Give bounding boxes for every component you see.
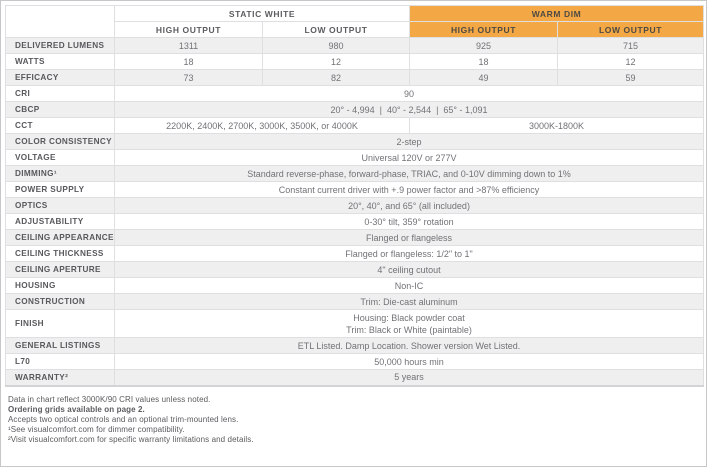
- table-row: [6, 134, 704, 150]
- table-row: [6, 54, 704, 70]
- value-cell: 12: [558, 54, 704, 70]
- table-row: [6, 338, 704, 354]
- value-cell: Universal 120V or 277V: [115, 150, 704, 166]
- value-cell: 18: [115, 54, 263, 70]
- table-row: [6, 102, 704, 118]
- row-label: COLOR CONSISTENCY: [6, 134, 115, 150]
- row-label: CBCP: [6, 102, 115, 118]
- spec-table-body: [6, 38, 704, 386]
- table-row: [6, 118, 704, 134]
- table-row: [6, 70, 704, 86]
- table-row: [6, 294, 704, 310]
- row-label: OPTICS: [6, 198, 115, 214]
- value-cell: 4" ceiling cutout: [115, 262, 704, 278]
- footnote: Ordering grids available on page 2.: [8, 404, 145, 414]
- value-cell: 5 years: [115, 370, 704, 386]
- value-cell: 715: [558, 38, 704, 54]
- corner-cell: [6, 6, 115, 38]
- value-cell: 18: [410, 54, 558, 70]
- value-cell: Flanged or flangeless: [115, 230, 704, 246]
- column-group-row: [6, 6, 704, 22]
- value-cell: 20°, 40°, and 65° (all included): [115, 198, 704, 214]
- value-cell: 73: [115, 70, 263, 86]
- value-cell: Non-IC: [115, 278, 704, 294]
- value-cell: 925: [410, 38, 558, 54]
- value-cell: 20° - 4,994 | 40° - 2,544 | 65° - 1,091: [115, 102, 704, 118]
- value-cell: 980: [263, 38, 410, 54]
- value-cell: 1311: [115, 38, 263, 54]
- row-label: ADJUSTABILITY: [6, 214, 115, 230]
- row-label: FINISH: [6, 310, 115, 338]
- row-label: POWER SUPPLY: [6, 182, 115, 198]
- table-row: [6, 38, 704, 54]
- value-cell: 50,000 hours min: [115, 354, 704, 370]
- value-cell: 12: [263, 54, 410, 70]
- value-cell: 2200K, 2400K, 2700K, 3000K, 3500K, or 4000K: [115, 118, 410, 134]
- row-label: CEILING APERTURE: [6, 262, 115, 278]
- subheader-static-high-output: HIGH OUTPUT: [115, 22, 263, 38]
- row-label: L70: [6, 354, 115, 370]
- row-label: HOUSING: [6, 278, 115, 294]
- row-label: EFFICACY: [6, 70, 115, 86]
- table-row: [6, 214, 704, 230]
- row-label: CRI: [6, 86, 115, 102]
- column-group-static-white: STATIC WHITE: [115, 6, 410, 22]
- footnotes: [8, 395, 702, 445]
- table-row: [6, 182, 704, 198]
- value-cell: 3000K-1800K: [410, 118, 704, 134]
- value-cell: Standard reverse-phase, forward-phase, TRIAC, and 0-10V dimming down to 1%: [115, 166, 704, 182]
- subheader-warm-low-output: LOW OUTPUT: [558, 22, 704, 38]
- table-row: [6, 166, 704, 182]
- value-line: Housing: Black powder coat: [353, 313, 465, 323]
- value-cell: Constant current driver with +.9 power factor and >87% efficiency: [115, 182, 704, 198]
- row-label: CEILING THICKNESS: [6, 246, 115, 262]
- value-cell: 82: [263, 70, 410, 86]
- footnote: ²Visit visualcomfort.com for specific warranty limitations and details.: [8, 434, 254, 444]
- value-cell: 49: [410, 70, 558, 86]
- value-cell: [115, 310, 704, 338]
- row-label: CCT: [6, 118, 115, 134]
- subheader-warm-high-output: HIGH OUTPUT: [410, 22, 558, 38]
- row-label: DELIVERED LUMENS: [6, 38, 115, 54]
- table-row: [6, 370, 704, 386]
- row-label: WATTS: [6, 54, 115, 70]
- value-cell: Trim: Die-cast aluminum: [115, 294, 704, 310]
- row-label: CONSTRUCTION: [6, 294, 115, 310]
- value-cell: 90: [115, 86, 704, 102]
- footnote: Data in chart reflect 3000K/90 CRI values unless noted.: [8, 394, 211, 404]
- table-row: [6, 262, 704, 278]
- table-row: [6, 198, 704, 214]
- spec-table-header: [6, 6, 704, 38]
- table-row: [6, 230, 704, 246]
- row-label: DIMMING¹: [6, 166, 115, 182]
- value-cell: Flanged or flangeless: 1/2" to 1": [115, 246, 704, 262]
- row-label: CEILING APPEARANCE: [6, 230, 115, 246]
- subheader-static-low-output: LOW OUTPUT: [263, 22, 410, 38]
- row-label: VOLTAGE: [6, 150, 115, 166]
- value-line: Trim: Black or White (paintable): [346, 325, 472, 335]
- row-label: GENERAL LISTINGS: [6, 338, 115, 354]
- spec-table: [5, 5, 704, 387]
- value-cell: 2-step: [115, 134, 704, 150]
- table-row: [6, 354, 704, 370]
- footnote: ¹See visualcomfort.com for dimmer compatibility.: [8, 424, 185, 434]
- table-row: [6, 246, 704, 262]
- table-row: [6, 310, 704, 338]
- row-label: WARRANTY²: [6, 370, 115, 386]
- value-cell: 59: [558, 70, 704, 86]
- table-row: [6, 278, 704, 294]
- value-cell: ETL Listed. Damp Location. Shower version Wet Listed.: [115, 338, 704, 354]
- footnote: Accepts two optical controls and an optional trim-mounted lens.: [8, 414, 239, 424]
- table-row: [6, 150, 704, 166]
- table-row: [6, 86, 704, 102]
- value-cell: 0-30° tilt, 359° rotation: [115, 214, 704, 230]
- column-group-warm-dim: WARM DIM: [410, 6, 704, 22]
